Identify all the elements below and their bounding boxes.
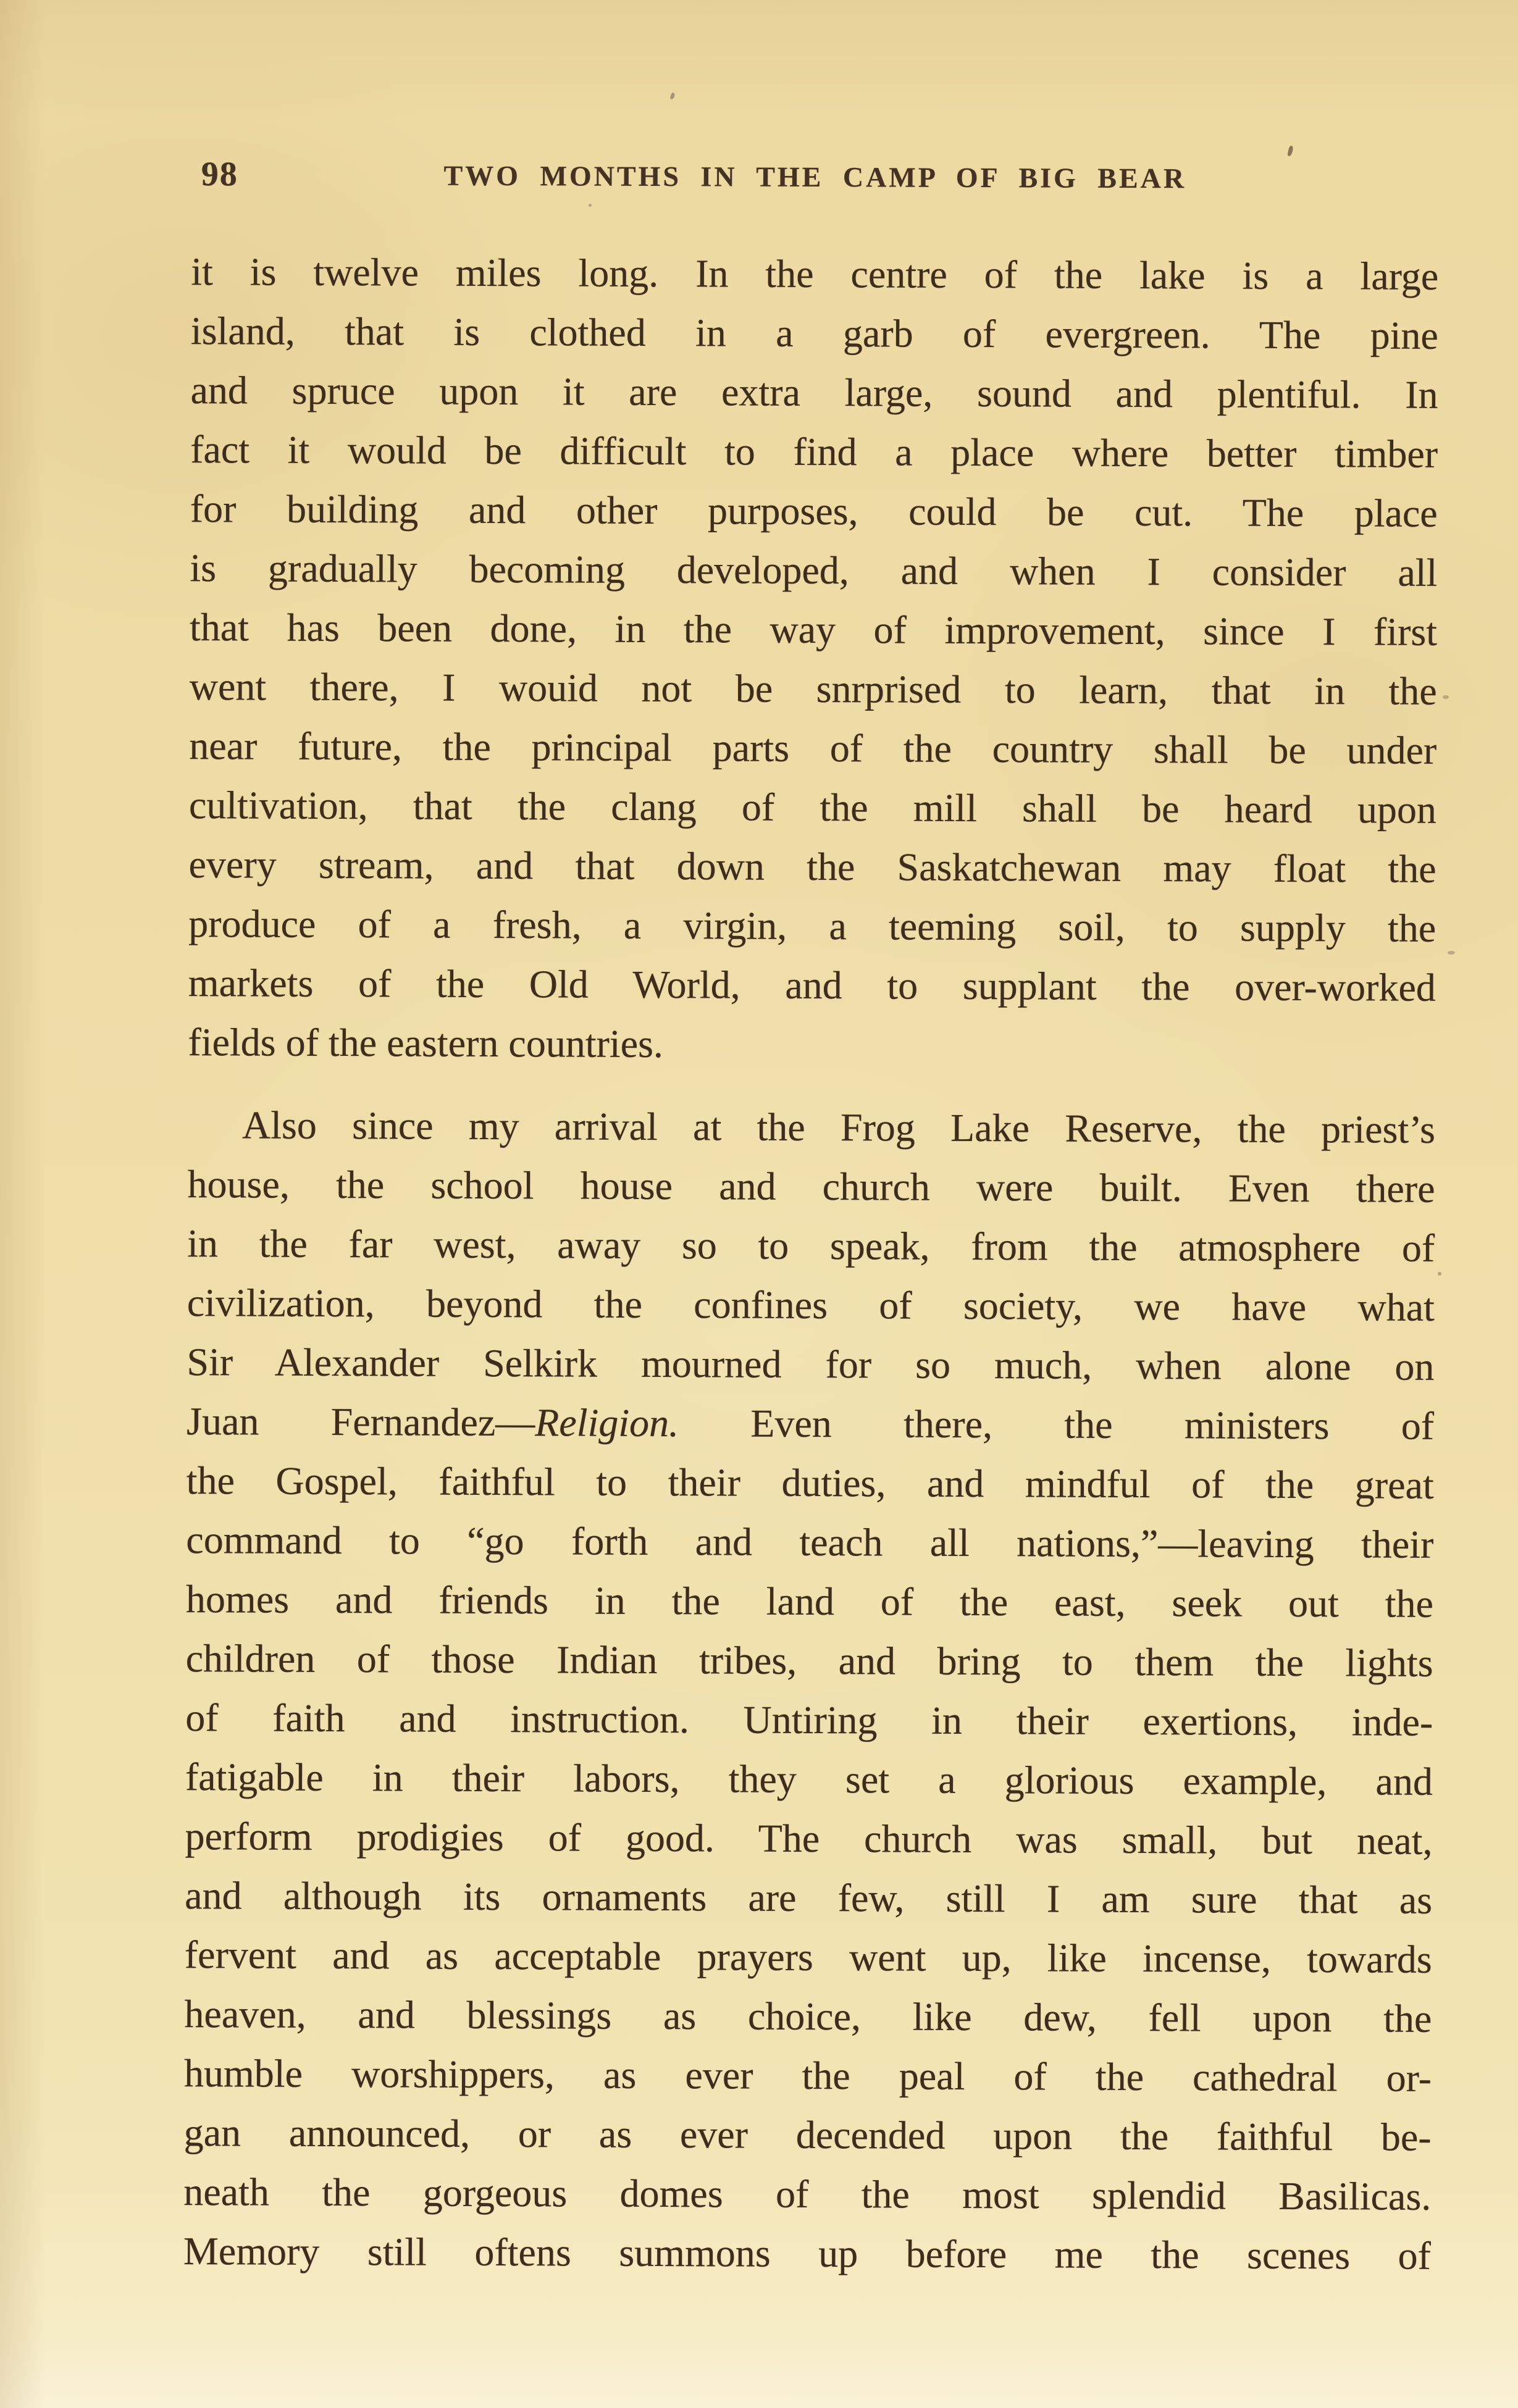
text-segment: fields of the eastern countries.: [188, 1020, 664, 1066]
text-segment: heaven, and blessings as choice, like dew, fell upon the: [184, 1992, 1432, 2041]
text-line: [190, 657, 1437, 721]
text-line: [189, 716, 1436, 780]
text-line: [190, 538, 1437, 603]
text-line: [184, 1984, 1432, 2049]
text-segment: every stream, and that down the Saskatchewan may float the: [188, 842, 1436, 891]
text-line: [184, 2044, 1432, 2108]
ink-speck: [1438, 1272, 1441, 1276]
text-segment: humble worshippers, as ever the peal of the cathedral or-: [183, 2051, 1432, 2100]
text-line: [189, 775, 1436, 840]
text-line: [191, 301, 1438, 366]
text-segment: the Gospel, faithful to their duties, and mindful of the great: [186, 1458, 1434, 1507]
text-segment: markets of the Old World, and to supplant the over-worked: [188, 961, 1436, 1010]
text-line: [190, 598, 1437, 662]
page-content: [183, 153, 1439, 2286]
page-number: 98: [201, 155, 238, 194]
italic-text-segment: Religion.: [535, 1400, 679, 1445]
text-segment: in the far west, away so to speak, from the atmosphere of: [187, 1221, 1435, 1270]
text-line: [185, 1866, 1432, 1930]
running-title: TWO MONTHS IN THE CAMP OF BIG BEAR: [443, 159, 1187, 194]
text-line: [188, 894, 1436, 958]
text-segment: produce of a fresh, a virgin, a teeming soil, to supply the: [188, 901, 1436, 950]
text-segment: that has been done, in the way of improvement, since I first: [189, 605, 1438, 654]
text-segment: Memory still oftens summons up before me the scenes of: [183, 2229, 1432, 2278]
text-segment: Even there, the ministers of: [678, 1401, 1435, 1448]
text-line: [187, 1155, 1435, 1219]
text-segment: house, the school house and church were built. Even there: [187, 1162, 1435, 1211]
text-line: [188, 1095, 1435, 1160]
text-segment: perform prodigies of good. The church was small, but neat,: [185, 1814, 1433, 1863]
page-header: [191, 153, 1439, 204]
text-line: [187, 1332, 1434, 1397]
text-segment: and spruce upon it are extra large, sound and plentiful. In: [190, 368, 1438, 417]
ink-speck: [1287, 145, 1293, 156]
text-segment: of faith and instruction. Untiring in their exertions, inde-: [185, 1695, 1433, 1744]
ink-speck: [1448, 951, 1455, 955]
text-line: [185, 1747, 1433, 1812]
text-segment: neath the gorgeous domes of the most splendid Basilicas.: [183, 2170, 1432, 2218]
text-segment: command to “go forth and teach all nations,”—leaving their: [186, 1518, 1434, 1566]
ink-speck: [669, 92, 675, 99]
text-segment: cultivation, that the clang of the mill shall be heard upon: [188, 783, 1437, 832]
text-segment: homes and friends in the land of the east, seek out the: [185, 1577, 1434, 1626]
text-segment: near future, the principal parts of the country shall be under: [189, 724, 1437, 772]
text-segment: fatigable in their labors, they set a glorious example, and: [185, 1755, 1433, 1804]
text-segment: Also since my arrival at the Frog Lake Reserve, the priest’s: [241, 1103, 1436, 1152]
text-line: [187, 1392, 1434, 1456]
text-segment: Sir Alexander Selkirk mourned for so much, when alone on: [187, 1340, 1435, 1389]
text-line: [190, 479, 1438, 543]
text-line: [183, 2162, 1431, 2226]
text-segment: it is twelve miles long. In the centre of the lake is a large: [191, 249, 1439, 298]
text-segment: for building and other purposes, could be cut. The place: [190, 487, 1438, 535]
ink-speck: [589, 204, 592, 207]
text-line: [190, 361, 1438, 425]
text-line: [191, 242, 1438, 306]
text-line: [188, 953, 1436, 1018]
text-line: [185, 1925, 1432, 1989]
text-segment: and although its ornaments are few, still I am sure that as: [185, 1873, 1433, 1922]
text-segment: island, that is clothed in a garb of evergreen. The pine: [190, 309, 1439, 357]
text-segment: fervent and as acceptable prayers went up, like incense, towards: [184, 1933, 1432, 1981]
text-line: [186, 1570, 1433, 1634]
text-line: [185, 1629, 1433, 1693]
text-line: [187, 1451, 1434, 1515]
page-body-text: [183, 242, 1439, 2286]
text-line: [185, 1807, 1432, 1871]
ink-speck: [1443, 695, 1449, 699]
text-segment: gan announced, or as ever decended upon the faithful be-: [183, 2110, 1432, 2159]
text-line: [186, 1510, 1433, 1574]
text-segment: Juan Fernandez—: [186, 1399, 535, 1445]
text-line: [187, 1214, 1435, 1278]
text-segment: fact it would be difficult to find a place where better timber: [190, 427, 1438, 476]
text-line: [184, 2103, 1432, 2167]
text-line: [185, 1688, 1433, 1752]
text-segment: went there, I wouid not be snrprised to learn, that in the: [189, 664, 1437, 713]
text-line: [187, 1273, 1435, 1337]
text-line: [188, 1013, 1435, 1077]
text-line: [183, 2222, 1431, 2286]
text-segment: children of those Indian tribes, and bring to them the lights: [185, 1636, 1433, 1685]
text-line: [188, 835, 1436, 899]
text-line: [190, 420, 1438, 484]
text-segment: is gradually becoming developed, and when I consider all: [190, 546, 1438, 595]
text-segment: civilization, beyond the confines of society, we have what: [187, 1281, 1435, 1329]
